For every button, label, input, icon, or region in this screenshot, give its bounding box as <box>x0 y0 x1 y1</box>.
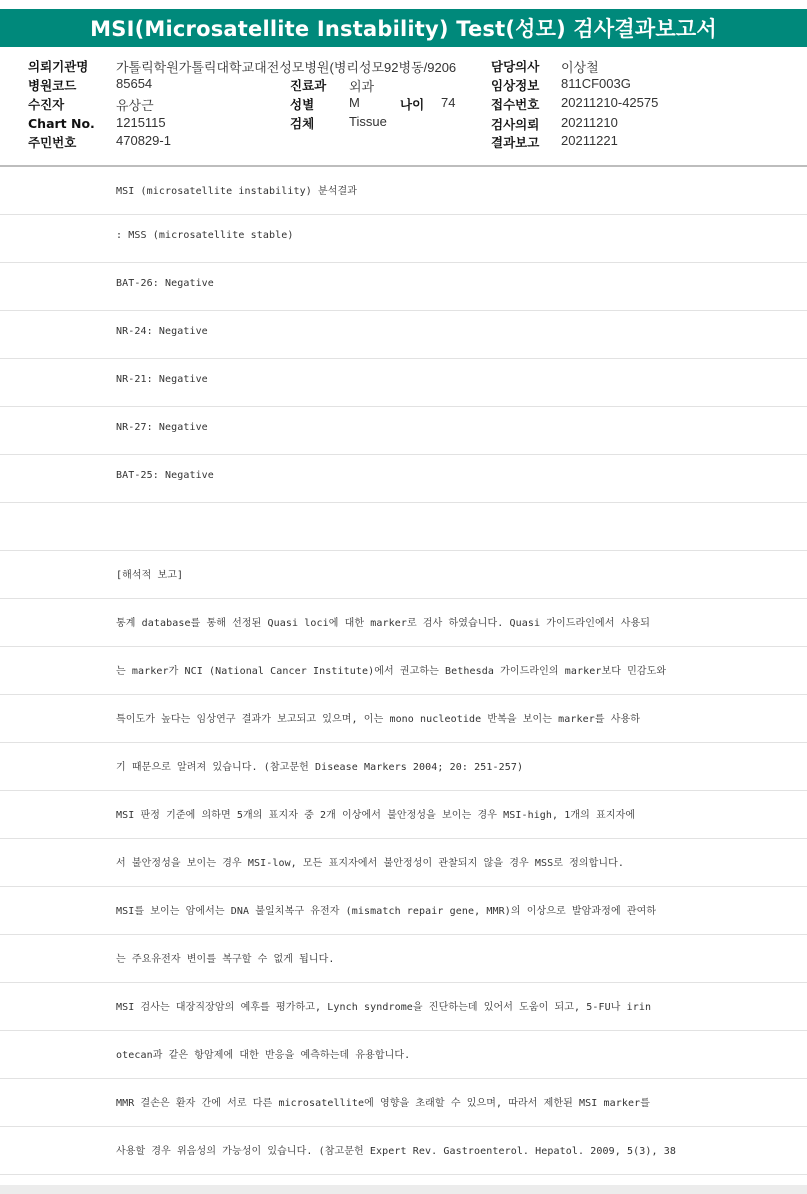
result-row-text: 특이도가 높다는 임상연구 결과가 보고되고 있으며, 이는 mono nucleotide 반복을 보이는 marker를 사용하 <box>116 714 641 725</box>
result-row-text: MSI 검사는 대장직장암의 예후를 평가하고, Lynch syndrome을 진단하는데 있어서 도움이 되고, 5-FU나 irin <box>116 1002 652 1013</box>
patient-label: 수진자 <box>28 97 65 112</box>
doctor-value: 이상철 <box>561 60 599 75</box>
result-row <box>0 311 807 359</box>
rrn-label: 주민번호 <box>28 135 77 150</box>
result-row-text: 사용할 경우 위음성의 가능성이 있습니다. (참고문헌 Expert Rev. Gastroenterol. Hepatol. 2009, 5(3), 38 <box>116 1146 676 1157</box>
age-label: 나이 <box>400 97 425 112</box>
result-row <box>0 455 807 503</box>
specimen-label: 검체 <box>290 116 315 131</box>
patient-info-header <box>0 47 807 165</box>
result-row <box>0 167 807 215</box>
result-row <box>0 1031 807 1079</box>
result-row-text: 서 불안정성을 보이는 경우 MSI-low, 모든 표지자에서 불안정성이 관찰되지 않을 경우 MSS로 정의합니다. <box>116 858 625 869</box>
result-row <box>0 551 807 599</box>
specimen-value: Tissue <box>349 114 387 129</box>
result-row-text: otecan과 같은 항암제에 대한 반응을 예측하는데 유용합니다. <box>116 1050 411 1061</box>
result-row <box>0 263 807 311</box>
clinical-info-label: 임상정보 <box>491 78 540 93</box>
result-row <box>0 503 807 551</box>
result-row-text: MMR 결손은 환자 간에 서로 다른 microsatellite에 영향을 초래할 수 있으며, 따라서 제한된 MSI marker를 <box>116 1098 650 1109</box>
result-row <box>0 407 807 455</box>
bottom-scroll-edge <box>0 1185 807 1194</box>
result-row-text: MSI (microsatellite instability) 분석결과 <box>116 186 358 197</box>
hospital-code-value: 85654 <box>116 76 153 91</box>
hospital-code-label: 병원코드 <box>28 78 77 93</box>
result-body <box>0 167 807 1185</box>
result-row <box>0 983 807 1031</box>
age-value: 74 <box>441 95 456 110</box>
report-date-value: 20211221 <box>561 133 618 148</box>
clinical-info-value: 811CF003G <box>561 76 631 91</box>
report-date-label: 결과보고 <box>491 135 540 150</box>
department-label: 진료과 <box>290 78 327 93</box>
result-row <box>0 215 807 263</box>
result-row-text: : MSS (microsatellite stable) <box>116 230 294 241</box>
request-date-label: 검사의뢰 <box>491 117 540 132</box>
result-row-text: [해석적 보고] <box>116 570 184 581</box>
patient-value: 유상근 <box>116 98 154 113</box>
result-row <box>0 743 807 791</box>
chart-no-label: Chart No. <box>28 116 95 131</box>
institution-value: 가톨릭학원가톨릭대학교대전성모병원(병리성모92병동/9206 <box>116 60 457 75</box>
result-row-text: NR-24: Negative <box>116 326 208 337</box>
result-row <box>0 599 807 647</box>
result-row <box>0 1079 807 1127</box>
result-row <box>0 647 807 695</box>
receipt-no-value: 20211210-42575 <box>561 95 659 110</box>
department-value: 외과 <box>349 79 375 94</box>
result-row-text: 통계 database를 통해 선정된 Quasi loci에 대한 marker로 검사 하였습니다. Quasi 가이드라인에서 사용되 <box>116 618 650 629</box>
report-title: MSI(Microsatellite Instability) Test(성모) 검사결과보고서 <box>0 9 807 47</box>
request-date-value: 20211210 <box>561 115 618 130</box>
chart-no-value: 1215115 <box>116 115 166 130</box>
rrn-value: 470829-1 <box>116 133 171 148</box>
result-row-text: MSI 판정 기준에 의하면 5개의 표지자 중 2개 이상에서 불안정성을 보이는 경우 MSI-high, 1개의 표지자에 <box>116 810 636 821</box>
result-row <box>0 791 807 839</box>
receipt-no-label: 접수번호 <box>491 97 540 112</box>
result-row-text: BAT-26: Negative <box>116 278 214 289</box>
result-row-text: NR-27: Negative <box>116 422 208 433</box>
institution-label: 의뢰기관명 <box>28 59 89 74</box>
result-row <box>0 839 807 887</box>
result-row-text: 는 marker가 NCI (National Cancer Institute)에서 권고하는 Bethesda 가이드라인의 marker보다 민감도와 <box>116 666 667 677</box>
doctor-label: 담당의사 <box>491 59 540 74</box>
result-row <box>0 359 807 407</box>
sex-value: M <box>349 95 360 110</box>
result-row <box>0 1127 807 1175</box>
result-row <box>0 887 807 935</box>
sex-label: 성별 <box>290 97 315 112</box>
result-row-text: 기 때문으로 알려져 있습니다. (참고문헌 Disease Markers 2004; 20: 251-257) <box>116 762 524 773</box>
result-row-text: BAT-25: Negative <box>116 470 214 481</box>
result-row <box>0 935 807 983</box>
result-row-text: 는 주요유전자 변이를 복구할 수 없게 됩니다. <box>116 954 335 965</box>
result-row-text: MSI를 보이는 암에서는 DNA 불일치복구 유전자 (mismatch repair gene, MMR)의 이상으로 발암과정에 관여하 <box>116 906 657 917</box>
result-row-text: NR-21: Negative <box>116 374 208 385</box>
result-row <box>0 695 807 743</box>
